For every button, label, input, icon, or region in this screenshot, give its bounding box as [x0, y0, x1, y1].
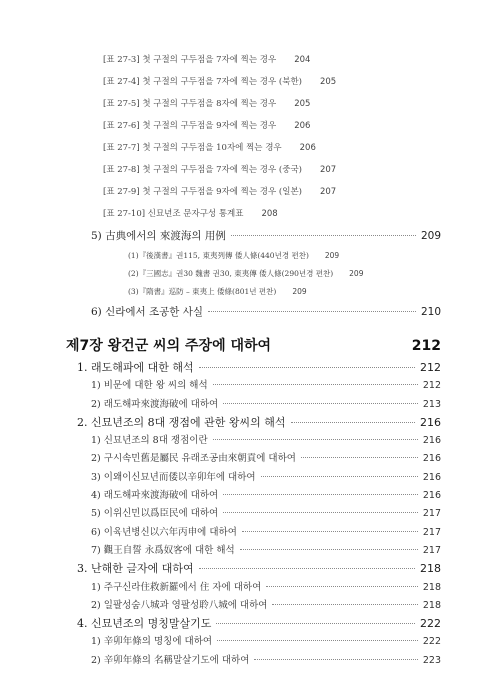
toc-page: 208 — [261, 209, 278, 219]
toc-page: 205 — [294, 99, 311, 109]
toc-item-entry[interactable] — [91, 579, 441, 593]
toc-table-entry[interactable] — [103, 97, 310, 109]
toc-page: 213 — [422, 399, 441, 410]
toc-label: 3) 이왜이신묘년而倭以辛卯年에 대하여 — [91, 472, 256, 483]
toc-item-entry[interactable] — [91, 396, 441, 410]
toc-label: 1) 신묘년조의 8대 쟁점이란 — [91, 435, 208, 446]
dot-leader — [301, 457, 418, 458]
toc-item-entry[interactable] — [91, 487, 441, 501]
toc-page: 218 — [420, 562, 441, 575]
toc-label: [표 27-8] 첫 구절의 구두점을 7자에 찍는 경우 (중국) — [103, 165, 302, 175]
toc-page: 206 — [299, 143, 316, 153]
dot-leader — [216, 623, 415, 624]
toc-label: [표 27-6] 첫 구절의 구두점을 9자에 찍는 경우 — [103, 121, 277, 131]
toc-page: 216 — [422, 435, 441, 446]
dot-leader — [199, 568, 415, 569]
toc-label: (2)『三國志』권30 魏書 권30, 東夷傳 倭人條(290년경 편찬) — [128, 269, 334, 278]
toc-sub-entry[interactable] — [128, 286, 307, 297]
dot-leader — [240, 549, 418, 550]
toc-item-entry[interactable] — [91, 450, 441, 464]
toc-page: 217 — [422, 508, 441, 519]
toc-part-entry[interactable] — [77, 615, 441, 631]
toc-label: 4. 신묘년조의 명칭말살기도 — [77, 617, 212, 630]
toc-part-entry[interactable] — [77, 359, 441, 375]
toc-page: 222 — [422, 636, 441, 647]
toc-label: [표 27-4] 첫 구절의 구두점을 7자에 찍는 경우 (북한) — [103, 77, 302, 87]
toc-page: 209 — [324, 251, 340, 260]
chapter-title: 제7장 왕건군 씨의 주장에 대하여 — [66, 338, 272, 354]
dot-leader — [223, 494, 418, 495]
toc-label: (1)『後漢書』권115, 東夷列傳 倭人條(440년경 편찬) — [128, 251, 309, 260]
toc-label: (3)『隋書』巡防 – 東夷上 倭條(801년 편찬) — [128, 287, 277, 296]
toc-page: 209 — [349, 269, 364, 278]
toc-label: [표 27-7] 첫 구절의 구두점을 10자에 찍는 경우 — [103, 143, 282, 153]
toc-label: 1) 辛卯年條의 명칭에 대하여 — [91, 636, 213, 647]
toc-item-entry[interactable] — [91, 633, 441, 647]
toc-table-entry[interactable] — [103, 119, 310, 131]
dot-leader — [223, 403, 418, 404]
toc-page: 216 — [420, 416, 441, 429]
toc-label: 5) 古典에서의 來渡海의 用例 — [91, 230, 226, 242]
toc-page: 217 — [422, 545, 441, 556]
toc-page: 216 — [422, 472, 441, 483]
dot-leader — [208, 311, 416, 312]
toc-label: 2) 래도해파來渡海破에 대하여 — [91, 399, 219, 410]
toc-label: 6) 이육년병신以六年丙申에 대하여 — [91, 527, 237, 538]
toc-page: 212 — [420, 361, 441, 374]
toc-part-entry[interactable] — [77, 414, 441, 430]
chapter-heading[interactable] — [66, 335, 441, 355]
toc-item-entry[interactable] — [91, 542, 441, 556]
toc-page: 209 — [420, 230, 441, 242]
toc-table-entry[interactable] — [103, 141, 316, 153]
toc-item-entry[interactable] — [91, 469, 441, 483]
dot-leader — [266, 586, 418, 587]
chapter-page: 212 — [411, 338, 441, 354]
dot-leader — [213, 384, 418, 385]
dot-leader — [272, 604, 417, 605]
toc-page: 217 — [422, 527, 441, 538]
toc-page: 206 — [294, 121, 311, 131]
toc-page: 216 — [422, 453, 441, 464]
toc-page: 207 — [319, 187, 337, 197]
toc-page: 205 — [319, 77, 337, 87]
toc-part-entry[interactable] — [77, 560, 441, 576]
toc-page: 218 — [422, 600, 441, 611]
toc-page: 207 — [319, 165, 337, 175]
toc-label: 1) 주구신라住救新羅에서 住 자에 대하여 — [91, 582, 262, 593]
dot-leader — [291, 422, 416, 423]
toc-page: 209 — [292, 287, 307, 296]
toc-item-entry[interactable] — [91, 505, 441, 519]
toc-table-entry[interactable] — [103, 185, 336, 197]
dot-leader — [231, 235, 416, 236]
toc-item-entry[interactable] — [91, 432, 441, 446]
dot-leader — [242, 531, 418, 532]
toc-item-entry[interactable] — [91, 597, 441, 611]
toc-page: 204 — [294, 55, 311, 65]
toc-label: 2) 일팔성숨八城과 영팔성聆八城에 대하여 — [91, 600, 268, 611]
toc-page: 212 — [422, 380, 441, 391]
toc-table-entry[interactable] — [103, 53, 310, 65]
toc-label: 7) 觀王自誓 永爲奴客에 대한 해석 — [91, 545, 235, 556]
toc-item-entry[interactable] — [91, 377, 441, 391]
toc-table-entry[interactable] — [103, 75, 336, 87]
toc-label: 2. 신묘년조의 8대 쟁점에 관한 왕씨의 해석 — [77, 416, 286, 429]
toc-label: [표 27-5] 첫 구절의 구두점을 8자에 찍는 경우 — [103, 99, 277, 109]
toc-sub-entry[interactable] — [128, 268, 363, 279]
toc-page: 223 — [422, 655, 441, 666]
toc-label: [표 27-9] 첫 구절의 구두점을 9자에 찍는 경우 (일본) — [103, 187, 302, 197]
toc-label: 4) 래도해파來渡海破에 대하여 — [91, 490, 219, 501]
toc-item-entry[interactable] — [91, 652, 441, 666]
dot-leader — [213, 439, 418, 440]
toc-label: 5) 이위신민以爲臣民에 대하여 — [91, 508, 219, 519]
toc-page: 216 — [422, 490, 441, 501]
dot-leader — [254, 659, 417, 660]
toc-page: 210 — [420, 306, 441, 318]
toc-label: 2) 구시속민舊是屬民 유래조공由來朝貢에 대하여 — [91, 453, 296, 464]
toc-label: [표 27-3] 첫 구절의 구두점을 7자에 찍는 경우 — [103, 55, 277, 65]
toc-table-entry[interactable] — [103, 163, 336, 175]
toc-sub-entry[interactable] — [128, 250, 339, 261]
toc-table-entry[interactable] — [103, 207, 278, 219]
toc-page: 222 — [420, 617, 441, 630]
toc-label: 2) 辛卯年條의 名稱말살기도에 대하여 — [91, 655, 250, 666]
toc-label: 3. 난해한 글자에 대하여 — [77, 562, 194, 575]
dot-leader — [223, 512, 418, 513]
dot-leader — [261, 476, 418, 477]
toc-section-entry[interactable] — [91, 304, 441, 319]
toc-label: 1. 래도해파에 대한 해석 — [77, 361, 194, 374]
toc-item-entry[interactable] — [91, 524, 441, 538]
toc-label: [표 27-10] 신묘년조 문자구성 통계표 — [103, 209, 244, 219]
dot-leader — [217, 640, 418, 641]
dot-leader — [199, 367, 415, 368]
toc-label: 1) 비문에 대한 왕 씨의 해석 — [91, 380, 208, 391]
toc-section-entry[interactable] — [91, 228, 441, 243]
toc-label: 6) 신라에서 조공한 사실 — [91, 306, 204, 318]
toc-page: 218 — [422, 582, 441, 593]
